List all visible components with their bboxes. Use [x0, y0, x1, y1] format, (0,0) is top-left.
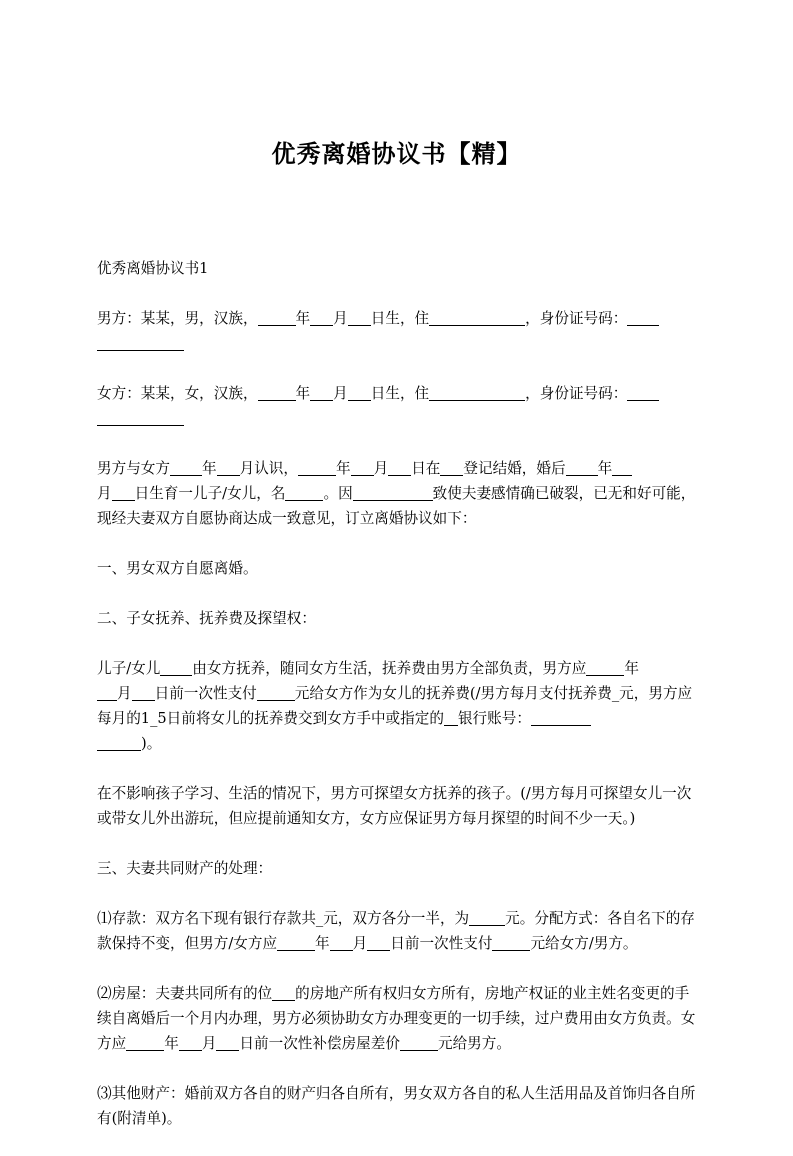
text-span: 儿子/女儿: [97, 660, 161, 677]
marriage-history-paragraph: [97, 456, 699, 531]
text-span: ，身份证号码：: [525, 310, 628, 327]
blank-line: [160, 658, 192, 676]
blank-line: [566, 458, 598, 476]
blank-line: [112, 483, 135, 501]
visitation-paragraph: 在不影响孩子学习、生活的情况下，男方可探望女方抚养的孩子。(/男方每月可探望女儿一次或带女儿外出游玩，但应提前通知女方，女方应保证男方每月探望的时间不少一天。): [97, 785, 692, 827]
text-span: 男方与女方: [97, 460, 170, 477]
blank-line: [97, 333, 184, 351]
text-span: 月: [333, 385, 348, 402]
text-span: 男方：某某，男，汉族，: [97, 310, 258, 327]
blank-line: [132, 683, 155, 701]
blank-line: [367, 933, 390, 951]
blank-line: [310, 308, 333, 326]
blank-line: [179, 1033, 202, 1051]
blank-line: [627, 308, 659, 326]
blank-line: [216, 1033, 239, 1051]
blank-line: [310, 383, 333, 401]
blank-line: [97, 733, 141, 751]
house-paragraph: [97, 981, 699, 1056]
text-span: 年: [295, 385, 311, 402]
text-span: 年: [315, 935, 330, 952]
blank-line: [531, 708, 591, 726]
text-span: 女方：某某，女，汉族，: [97, 385, 258, 402]
blank-line: [429, 383, 525, 401]
blank-line: [285, 483, 323, 501]
text-span: 年: [597, 460, 613, 477]
text-span: 月: [117, 685, 132, 702]
agreement-subtitle: 优秀离婚协议书1: [97, 260, 209, 277]
woman-info-paragraph: [97, 381, 699, 431]
blank-line: [469, 908, 505, 926]
child-support-paragraph: [97, 656, 699, 756]
text-span: 日生，住: [370, 385, 430, 402]
text-span: 月: [373, 460, 389, 477]
other-property-paragraph: ⑶其他财产：婚前双方各自的财产归各自所有，男女双方各自的私人生活用品及首饰归各自所有(附清单)。: [97, 1085, 696, 1127]
blank-line: [277, 933, 315, 951]
blank-line: [272, 983, 295, 1001]
text-span: 日生育一儿子/女儿，名: [134, 485, 286, 502]
blank-line: [298, 458, 336, 476]
blank-line: [400, 1033, 438, 1051]
text-span: 年: [335, 460, 351, 477]
text-span: 元。分配方式：各自名下的存款保持不变，但男方/女方应: [97, 910, 695, 952]
blank-line: [353, 483, 433, 501]
text-span: 年: [624, 660, 639, 677]
blank-line: [170, 458, 202, 476]
text-span: 登记结婚，婚后: [463, 460, 566, 477]
blank-line: [586, 658, 624, 676]
text-span: 年: [201, 460, 217, 477]
document-title: 优秀离婚协议书【精】: [271, 140, 522, 168]
text-span: 年: [295, 310, 311, 327]
text-span: 日前一次性支付: [390, 935, 493, 952]
blank-line: [126, 1033, 164, 1051]
text-span: 致使夫妻感情确已破裂，已无和好可能，现经夫妻双方自愿协商达成一致意见，订立离婚协议如下：: [97, 485, 696, 527]
blank-line: [97, 408, 184, 426]
text-span: 日前一次性支付: [154, 685, 257, 702]
text-span: 元给女方作为女儿的抚养费(/男方每月支付抚养费_元，男方应每月的1_5日前将女儿的抚养费交到女方手中或指定的: [97, 685, 693, 727]
text-span: 银行账号：: [457, 710, 531, 727]
blank-line: [348, 383, 371, 401]
blank-line: [351, 458, 374, 476]
text-span: ⑵房屋：夫妻共同所有的位: [97, 985, 273, 1002]
text-span: 元给男方。: [437, 1035, 511, 1052]
blank-line: [97, 683, 117, 701]
blank-line: [348, 308, 371, 326]
text-span: ，身份证号码：: [525, 385, 628, 402]
text-span: )。: [141, 735, 162, 752]
blank-line: [444, 708, 458, 726]
text-span: 元给女方/男方。: [530, 935, 638, 952]
text-span: 日前一次性补偿房屋差价: [239, 1035, 400, 1052]
blank-line: [492, 933, 530, 951]
text-span: 月认识，: [239, 460, 298, 477]
text-span: 月: [201, 1035, 217, 1052]
text-span: 的房地产所有权归女方所有，房地产权证的业主姓名变更的手续自离婚后一个月内办理，男方必须协助女方办理变更的一切手续，过户费用由女方负责。女方应: [97, 985, 696, 1052]
blank-line: [440, 458, 463, 476]
text-span: 月: [352, 935, 368, 952]
man-info-paragraph: [97, 306, 699, 356]
clause-1-heading: 一、男女双方自愿离婚。: [97, 560, 258, 577]
document-body: [97, 256, 699, 1156]
text-span: 月: [97, 485, 112, 502]
text-span: 。因: [323, 485, 353, 502]
blank-line: [330, 933, 353, 951]
text-span: ⑴存款：双方名下现有银行存款共_元，双方各分一半，为: [97, 910, 470, 927]
clause-2-heading: 二、子女抚养、抚养费及探望权：: [97, 610, 316, 627]
blank-line: [217, 458, 240, 476]
blank-line: [258, 308, 296, 326]
blank-line: [258, 383, 296, 401]
text-span: 由女方抚养，随同女方生活，抚养费由男方全部负责，男方应: [192, 660, 587, 677]
blank-line: [627, 383, 659, 401]
blank-line: [429, 308, 525, 326]
blank-line: [388, 458, 411, 476]
text-span: 月: [333, 310, 348, 327]
text-span: 年: [164, 1035, 179, 1052]
text-span: 日生，住: [370, 310, 430, 327]
blank-line: [612, 458, 632, 476]
deposit-paragraph: [97, 906, 699, 956]
text-span: 日在: [411, 460, 441, 477]
blank-line: [257, 683, 295, 701]
clause-3-heading: 三、夫妻共同财产的处理：: [97, 860, 273, 877]
